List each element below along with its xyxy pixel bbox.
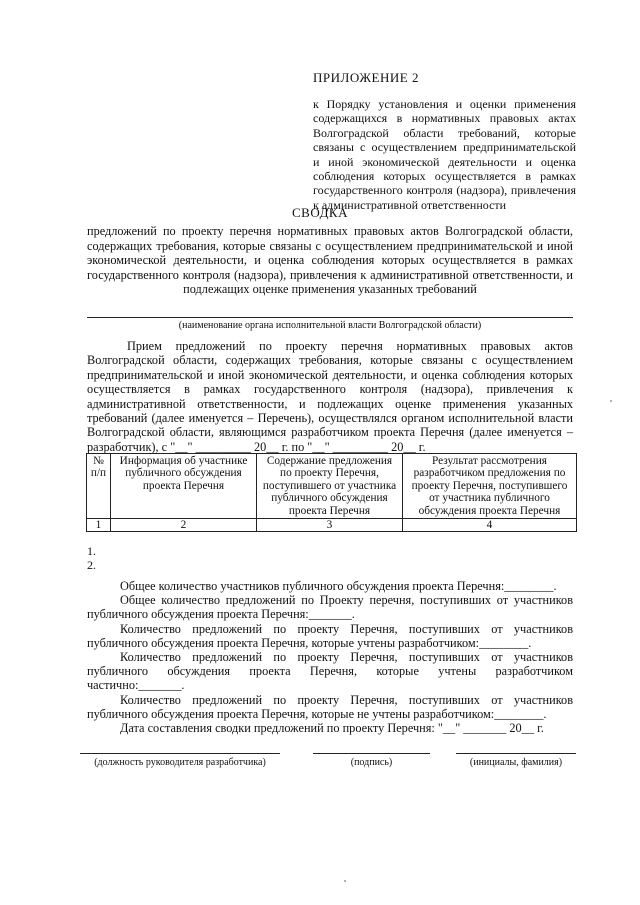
scan-speck (344, 880, 346, 882)
org-name-line (87, 317, 573, 318)
stat-participants-total: Общее количество участников публичного обсуждения проекта Перечня:________. (120, 579, 557, 593)
table-numbering-row (87, 519, 577, 532)
table-header-result: Результат рассмотрения разработчиком предложения по проекту Перечня, поступившего от участника публичного обсуждения проекта Перечня (403, 454, 577, 519)
proposals-table (86, 453, 577, 532)
signature-caption: (подпись) (350, 757, 393, 768)
org-name-caption: (наименование органа исполнительной власти Волгоградской области) (178, 320, 482, 331)
body-paragraph: Прием предложений по проекту перечня нормативных правовых актов Волгоградской области, содержащих требования, которые связаны с осуществлением предпринимательской и иной экономической деятельности, и оценка соблюдения которых осуществляется в рамках государственного контроля (надзора), привлечения к административной ответственности, и подлежащих оценке применения указанных требований (далее именуется – Перечень), осуществлялся органом исполнительной власти Волгоградской области, являющимся разработчиком проекта Перечня (далее именуется – разработчик), с "__" _________ 20__ г. по "__" _________ 20__ г. (87, 339, 573, 454)
table-cell: 1 (87, 519, 111, 532)
stat-proposals-rejected: Количество предложений по проекту Перечня, поступивших от участников публичного обсуждения проекта Перечня, которые не учтены разработчиком:________. (87, 692, 573, 721)
table-cell: 3 (257, 519, 403, 532)
name-signature-line (456, 753, 576, 754)
signature-line (313, 753, 430, 754)
row-number-list (87, 544, 96, 572)
list-item: 2. (87, 558, 96, 572)
appendix-note: к Порядку установления и оценки применения содержащихся в нормативных правовых актах Волгоградской области требований, которые связаны с осуществлением предпринимательской и иной экономической деятельности и оценка соблюдения которых осуществляется в рамках государственного контроля (надзора), привлечения к административной ответственности (313, 97, 576, 212)
table-header-row (87, 454, 577, 519)
stat-compile-date: Дата составления сводки предложений по проекту Перечня: "__" _______ 20__ г. (120, 721, 544, 736)
table-header-proposal: Содержание предложения по проекту Перечня, поступившего от участника публичного обсуждения проекта Перечня (257, 454, 403, 519)
position-signature-line (80, 753, 280, 754)
table-header-number: № п/п (87, 454, 111, 519)
stat-proposals-partial: Количество предложений по проекту Перечня, поступивших от участников публичного обсуждения проекта Перечня, которые учтены разработчиком частично:_______. (87, 650, 573, 693)
table-cell: 2 (111, 519, 257, 532)
table-cell: 4 (403, 519, 577, 532)
statistics-block (87, 579, 573, 735)
list-item: 1. (87, 544, 96, 558)
document-subtitle: предложений по проекту перечня нормативных правовых актов Волгоградской области, содержащих требования, которые связаны с осуществлением предпринимательской и иной экономической деятельности, и оценка соблюдения которых осуществляется в рамках государственного контроля (надзора), привлечения к административной ответственности, и подлежащих оценке применения указанных требований (87, 224, 573, 297)
stat-proposals-total: Общее количество предложений по Проекту перечня, поступивших от участников публичного обсуждения проекта Перечня:_______. (87, 593, 573, 622)
table-header-participant: Информация об участнике публичного обсуждения проекта Перечня (111, 454, 257, 519)
stat-proposals-accepted: Количество предложений по проекту Перечня, поступивших от участников публичного обсуждения проекта Перечня, которые учтены разработчиком:________. (87, 621, 573, 650)
position-caption: (должность руководителя разработчика) (94, 757, 266, 768)
scan-speck (610, 400, 612, 402)
appendix-title: ПРИЛОЖЕНИЕ 2 (313, 70, 419, 85)
document-title: СВОДКА (291, 205, 348, 220)
name-caption: (инициалы, фамилия) (469, 757, 563, 768)
